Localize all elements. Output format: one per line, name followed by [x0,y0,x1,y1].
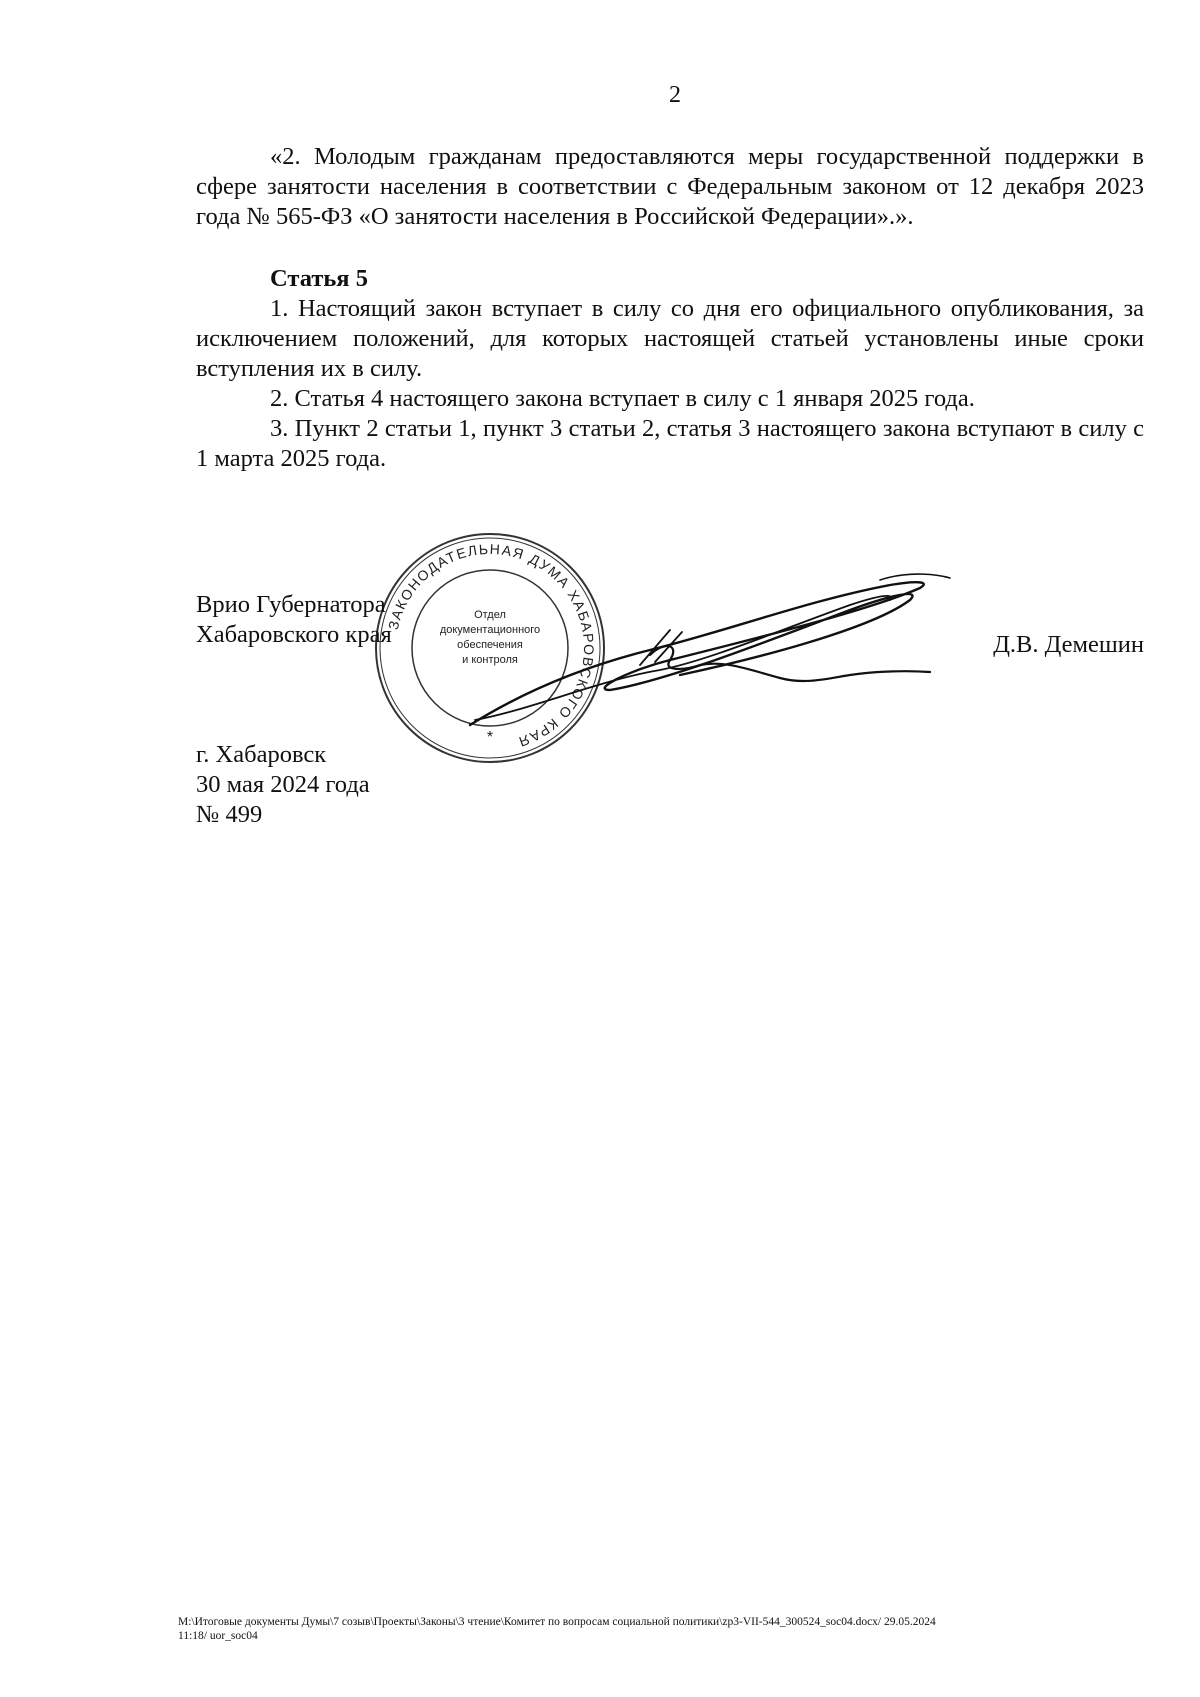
signatory-name: Д.В. Демешин [993,631,1144,658]
svg-text:Отдел: Отдел [474,609,506,621]
page-number: 2 [669,82,681,108]
quote-paragraph: «2. Молодым гражданам предоставляются меры государственной поддержки в сфере занятости населения в соответствии с Федеральным законом от 12 декабря 2023 года № 565-ФЗ «О занятости населения в Российской Федерации».». [196,143,1144,230]
footer-line-1: M:\Итоговые документы Думы\7 созыв\Проекты\Законы\3 чтение\Комитет по вопросам социальной политики\zp3-VII-544_300524_soc04.docx/ 29.05.2024 [178,1616,936,1628]
svg-text:и контроля: и контроля [462,654,518,666]
article-item-1: 1. Настоящий закон вступает в силу со дня его официального опубликования, за исключением положений, для которых настоящей статьей установлены иные сроки вступления их в силу. [196,295,1144,382]
svg-text:документационного: документационного [439,624,541,636]
article-item-3: 3. Пункт 2 статьи 1, пункт 3 статьи 2, статья 3 настоящего закона вступают в силу с 1 марта 2025 года. [196,415,1144,472]
signatory-position-line2: Хабаровского края [196,621,392,648]
article-block [196,264,1144,474]
signatory-position-line1: Врио Губернатора [196,591,386,618]
svg-text:обеспечения: обеспечения [457,639,523,651]
place-date-block [196,740,370,830]
date: 30 мая 2024 года [196,771,370,798]
document-number: № 499 [196,801,263,828]
svg-text:ЗАКОНОДАТЕЛЬНАЯ ДУМА ХАБАРОВСК: ЗАКОНОДАТЕЛЬНАЯ ДУМА ХАБАРОВСКОГО КРАЯ [384,540,598,751]
article-item-2: 2. Статья 4 настоящего закона вступает в силу с 1 января 2025 года. [270,385,975,412]
file-path-footer [178,1615,1158,1643]
footer-line-2: 11:18/ uor_soc04 [178,1630,258,1642]
svg-text:*: * [486,729,494,746]
handwritten-signature [450,560,1010,740]
quote-block [196,142,1144,232]
signatory-position [196,590,392,650]
place: г. Хабаровск [196,741,327,768]
article-heading: Статья 5 [270,265,368,292]
